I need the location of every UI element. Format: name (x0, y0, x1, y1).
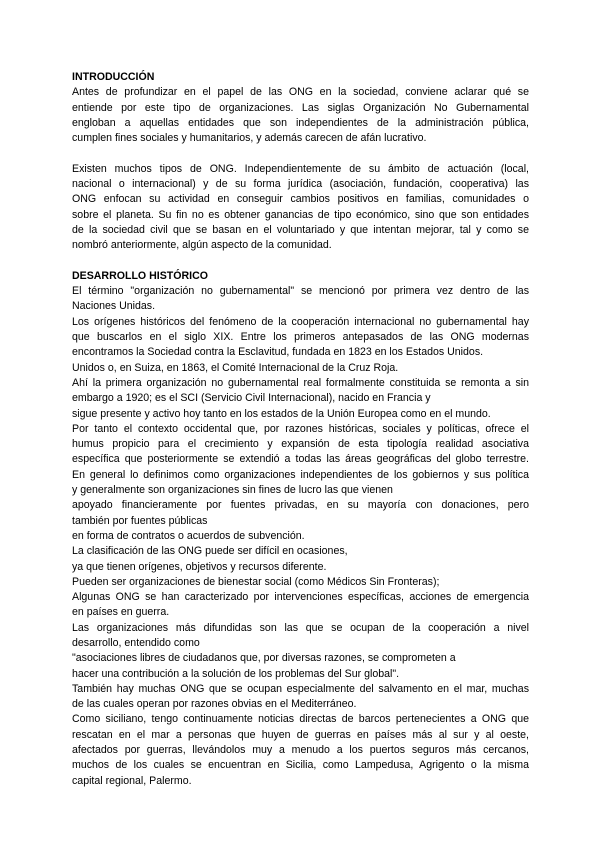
text-line: de la sociedad civil que se basan en el voluntariado y que intentan mejorar, tal y como se (72, 223, 529, 236)
text-line: La clasificación de las ONG puede ser difícil en ocasiones, (72, 545, 348, 558)
text-line: Existen muchos tipos de ONG. Independientemente de su ámbito de actuación (local, (72, 162, 529, 175)
text-line: Los orígenes históricos del fenómeno de la cooperación internacional no gubernamental hay (72, 315, 529, 328)
text-line: nacional o internacional) y de su forma jurídica (asociación, fundación, cooperativa) las (72, 178, 529, 191)
text-line: Ahí la primera organización no gubernamental real formalmente constituida se remonta a sin (72, 376, 529, 389)
text-line: Por tanto el contexto occidental que, por razones históricas, sociales y políticas, ofrece el (72, 422, 529, 435)
text-line: Naciones Unidas. (72, 300, 156, 313)
text-line: encontramos la Sociedad contra la Esclavitud, fundada en 1823 en los Estados Unidos. (72, 346, 484, 359)
section-heading-desarrollo: DESARROLLO HISTÓRICO (72, 269, 208, 282)
text-line: Pueden ser organizaciones de bienestar social (como Médicos Sin Fronteras); (72, 575, 440, 588)
text-line: cumplen fines sociales y humanitarios, y además carecen de afán lucrativo. (72, 132, 427, 145)
text-line: capital regional, Palermo. (72, 774, 192, 787)
text-line: sobre el planeta. Su fin no es obtener ganancias de tipo económico, sino que son entidades (72, 208, 529, 221)
text-line: hacer una contribución a la solución de los problemas del Sur global". (72, 667, 400, 680)
text-line: El término "organización no gubernamental" se mencionó por primera vez dentro de las (72, 285, 529, 298)
text-line: muchos de los cuales se encuentran en Sicilia, como Lampedusa, Agrigento o la misma (72, 759, 529, 772)
text-line: ONG enfocan su actividad en conseguir cambios positivos en familias, comunidades o (72, 193, 529, 206)
text-line: que buscarlos en el siglo XIX. Entre los primeros antepasados de las ONG modernas (72, 331, 529, 344)
text-line: específica que posteriormente se extendió a todas las áreas geográficas del globo terrestre. (72, 453, 529, 466)
text-line: embargo a 1920; es el SCI (Servicio Civil Internacional), nacido en Francia y (72, 392, 431, 405)
desarrollo-body (72, 284, 529, 789)
text-line: y generalmente son organizaciones sin fines de lucro las que vienen (72, 484, 393, 497)
text-line: Como siciliano, tengo continuamente noticias directas de barcos pertenecientes a ONG que (72, 713, 529, 726)
text-line: también por fuentes públicas (72, 514, 208, 527)
document-page (72, 70, 529, 789)
text-line: engloban a aquellas entidades que son independientes de la administración pública, (72, 116, 529, 129)
text-line: Unidos o, en Suiza, en 1863, el Comité Internacional de la Cruz Roja. (72, 361, 399, 374)
text-line: "asociaciones libres de ciudadanos que, por diversas razones, se comprometen a (72, 652, 456, 665)
text-line: ya que tienen orígenes, objetivos y recursos diferente. (72, 560, 327, 573)
text-line: También hay muchas ONG que se ocupan especialmente del salvamento en el mar, muchas (72, 682, 529, 695)
text-line: afectados por guerras, llevándolos muy a menudo a los puertos seguros más cercanos, (72, 744, 529, 757)
text-line: apoyado financieramente por fuentes privadas, en su mayoría con donaciones, pero (72, 499, 529, 512)
text-line: Antes de profundizar en el papel de las ONG en la sociedad, conviene aclarar qué se (72, 86, 529, 99)
text-line: de las cuales operan por razones obvias en el Mediterráneo. (72, 698, 357, 711)
text-line: en países en guerra. (72, 606, 170, 619)
text-line: desarrollo, entendido como (72, 636, 200, 649)
text-line: humus propicio para el crecimiento y expansión de esta tipología realidad asociativa (72, 438, 529, 451)
text-line: Algunas ONG se han caracterizado por intervenciones específicas, acciones de emergencia (72, 591, 529, 604)
intro-paragraph-1 (72, 85, 529, 146)
text-line: Las organizaciones más difundidas son las que se ocupan de la cooperación a nivel (72, 621, 529, 634)
text-line: en forma de contratos o acuerdos de subvención. (72, 529, 305, 542)
section-heading-introduccion: INTRODUCCIÓN (72, 71, 155, 83)
text-line: rescatan en el mar a personas que huyen de guerras en países más al sur y al oeste, (72, 728, 529, 741)
text-line: En general lo definimos como organizaciones independientes de los gobiernos y sus política (72, 468, 529, 481)
text-line: entiende por este tipo de organizaciones. Las siglas Organización No Gubernamental (72, 101, 529, 114)
text-line: nombró anteriormente, algún aspecto de la comunidad. (72, 239, 332, 252)
intro-paragraph-2 (72, 162, 529, 254)
text-line: sigue presente y activo hoy tanto en los estados de la Unión Europea como en el mundo. (72, 407, 491, 420)
